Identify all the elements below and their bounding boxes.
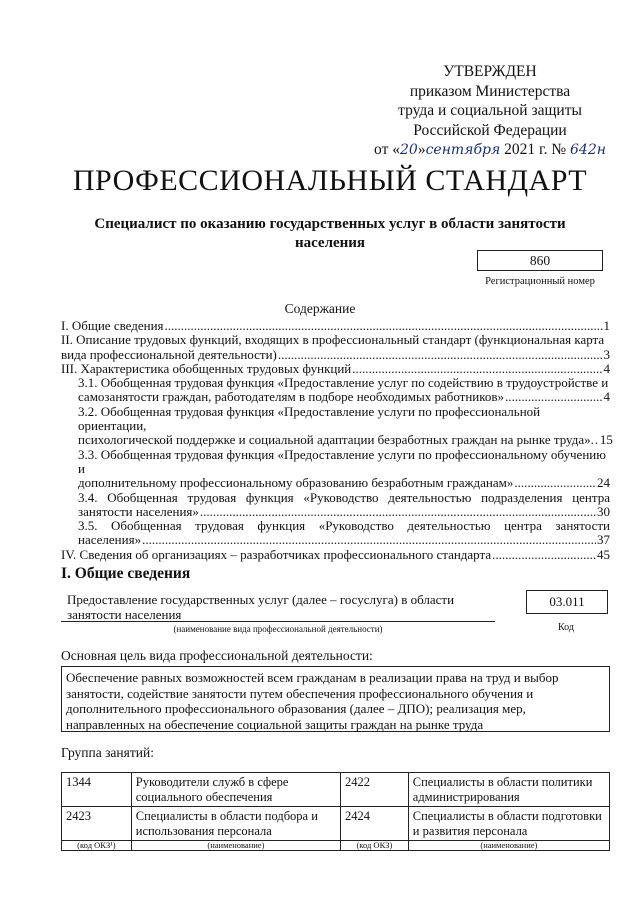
table-of-contents [61,318,613,562]
activity-code-caption: Код [558,622,574,633]
toc-entry[interactable] [61,548,610,562]
toc-entry-page: 24 [597,475,610,491]
approval-line-1: УТВЕРЖДЕН [443,63,537,80]
toc-entry-text: вида профессиональной деятельности) [61,346,277,362]
okz-code-cell: 2423 [62,807,132,841]
toc-entry[interactable] [61,448,610,491]
date-month-handwritten: сентября [425,142,501,158]
occupation-name-cell: Руководители служб в сфере социального обеспечения [131,773,340,807]
table-row [62,773,610,807]
approval-date-line [370,140,610,161]
registration-number-label: Регистрационный номер [485,276,595,287]
toc-entry-page: 4 [603,389,610,405]
toc-entry-page: 3 [603,346,610,362]
okz-code-cell: 2422 [341,773,409,807]
occupation-name-caption: (наименование) [131,841,340,851]
toc-entry-page: 15 [599,432,613,448]
table-caption-row [62,841,610,851]
toc-entry-text: населения» [78,532,142,548]
toc-entry[interactable] [61,491,610,520]
toc-entry-text: I. Общие сведения [61,318,164,333]
toc-entry-text-first: 3.4. Обобщенная трудовая функция «Руководство деятельностью подразделения центра [78,489,610,505]
document-title: ПРОФЕССИОНАЛЬНЫЙ СТАНДАРТ [72,164,588,197]
toc-entry-page: 30 [597,503,610,519]
toc-entry[interactable] [61,319,610,333]
toc-entry-page: 1 [603,318,610,333]
toc-entry-text: дополнительному профессиональному образованию безработным гражданам» [78,475,514,491]
occupation-name-cell: Специалисты в области подготовки и развития персонала [408,807,609,841]
toc-entry[interactable] [61,519,610,548]
toc-entry-text: занятости населения» [78,503,199,519]
activity-underline [61,621,495,622]
occupation-name-cell: Специалисты в области политики администрирования [408,773,609,807]
toc-entry-text: IV. Сведения об организациях – разработчиках профессионального стандарта [61,546,492,562]
goal-label: Основная цель вида профессиональной деятельности: [61,648,373,663]
document-subtitle: Специалист по оказанию государственных услуг в области занятости населения [94,216,566,251]
toc-entry[interactable] [61,376,610,405]
okz-code-cell: 1344 [62,773,132,807]
approval-line-2: приказом Министерства [409,82,571,100]
approval-line-4: Российской Федерации [413,121,567,139]
toc-entry-page: 37 [597,532,610,548]
registration-number-box: 860 [477,250,603,271]
date-day-handwritten: 20 [399,142,418,158]
date-prefix: от « [374,141,400,158]
toc-entry[interactable] [61,362,610,376]
okz-code-cell: 2424 [341,807,409,841]
order-number-handwritten: 642н [570,142,606,158]
date-mid: » [417,141,426,158]
activity-caption: (наименование вида профессиональной деятельности) [173,624,383,634]
contents-heading: Содержание [284,301,356,316]
toc-entry[interactable] [61,403,613,448]
toc-entry-text-first: 3.5. Обобщенная трудовая функция «Руководство деятельностью центра занятости [78,518,610,534]
occupation-name-caption: (наименование) [408,841,609,851]
toc-entry-text-first: 3.3. Обобщенная трудовая функция «Предоставление услуги по профессиональному обучению и [78,446,606,476]
toc-entry-text-first: 3.1. Обобщенная трудовая функция «Предоставление услуг по содействию в трудоустройстве и [78,375,609,391]
occupation-group-label: Группа занятий: [61,745,154,760]
table-row [62,807,610,841]
approval-block [370,62,610,161]
toc-entry-page: 4 [603,360,610,376]
okz-code-caption: (код ОКЗ¹) [62,841,132,851]
occupation-group-table [61,772,610,851]
activity-name: Предоставление государственных услуг (далее – госуслуга) в области занятости населения [67,592,455,622]
toc-entry-page: 45 [597,546,610,562]
section-heading: I. Общие сведения [61,565,191,582]
toc-entry-text-first: 3.2. Обобщенная трудовая функция «Предоставление услуги по профессиональной ориентации, [78,403,541,434]
goal-text-box: Обеспечение равных возможностей всем гражданам в реализации права на труд и выбор занятости, содействие занятости путем обеспечения профессионального обучения и дополнительного профессионального образования (далее – ДПО); реализация мер, направленных на обеспечение социальной защиты граждан на рынке труда [61,666,610,732]
approval-line-3: труда и социальной защиты [398,102,582,119]
activity-code-box: 03.011 [526,590,608,614]
date-year: 2021 г. № [500,141,571,158]
toc-entry[interactable] [61,333,610,362]
occupation-name-cell: Специалисты в области подбора и использования персонала [131,807,340,841]
toc-entry-text: III. Характеристика обобщенных трудовых функций [61,360,352,376]
toc-entry-text-first: II. Описание трудовых функций, входящих в профессиональный стандарт (функциональная карта [61,332,605,348]
okz-code-caption: (код ОКЗ) [341,841,409,851]
toc-entry-text: психологической поддержке и социальной адаптации безработных граждан на рынке труда». [78,432,594,448]
toc-entry-text: самозанятости граждан, работодателям в подборе необходимых работников» [78,389,505,405]
